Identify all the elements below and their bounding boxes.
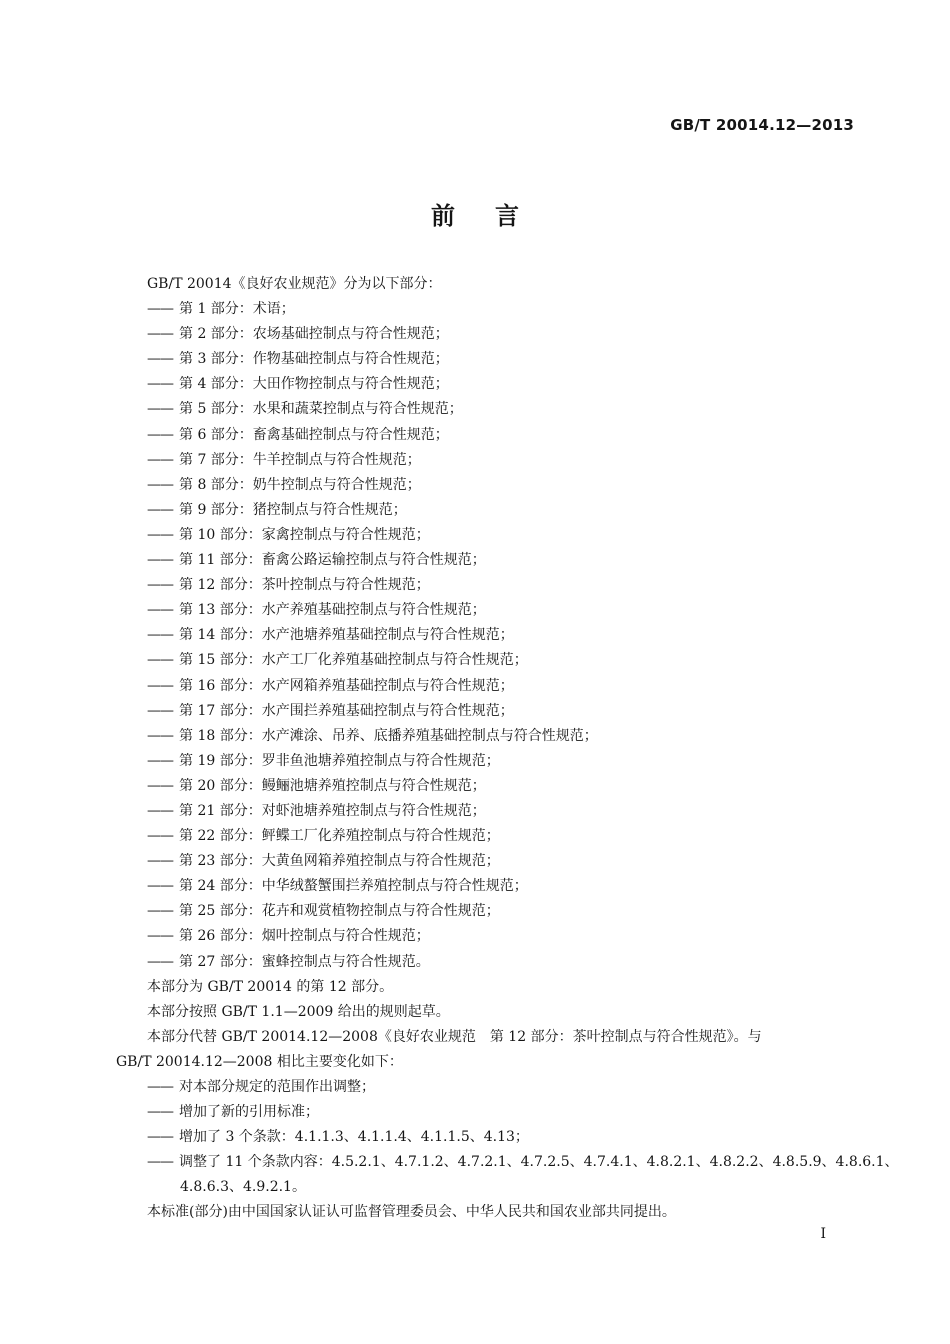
- part-item: [116, 674, 856, 699]
- dash-marker: ——: [147, 577, 173, 594]
- drafted-paragraph: 本部分按照 GB/T 1.1—2009 给出的规则起草。: [147, 1003, 450, 1020]
- part-item: [116, 648, 856, 673]
- part-item-text: 第 1 部分：术语；: [179, 301, 295, 318]
- part-item: [116, 573, 856, 598]
- part-item: [116, 724, 856, 749]
- dash-marker: ——: [147, 928, 173, 945]
- part-item-text: 第 6 部分：畜禽基础控制点与符合性规范；: [179, 426, 449, 443]
- dash-marker: ——: [147, 426, 173, 443]
- dash-marker: ——: [147, 752, 173, 769]
- part-item-text: 第 4 部分：大田作物控制点与符合性规范；: [179, 376, 449, 393]
- part-item: [116, 397, 856, 422]
- part-item: [116, 297, 856, 322]
- dash-marker: ——: [147, 1129, 173, 1146]
- part-item: [116, 774, 856, 799]
- dash-marker: ——: [147, 476, 173, 493]
- part-item-text: 第 2 部分：农场基础控制点与符合性规范；: [179, 326, 449, 343]
- dash-marker: ——: [147, 1154, 173, 1171]
- part-item-text: 第 13 部分：水产养殖基础控制点与符合性规范；: [179, 602, 486, 619]
- part-item: [116, 749, 856, 774]
- part-item-text: 第 12 部分：茶叶控制点与符合性规范；: [179, 577, 430, 594]
- change-item: [116, 1075, 856, 1100]
- changes-continuation: 4.8.6.3、4.9.2.1。: [180, 1179, 306, 1196]
- part-item-text: 第 14 部分：水产池塘养殖基础控制点与符合性规范；: [179, 627, 514, 644]
- part-item: [116, 874, 856, 899]
- dash-marker: ——: [147, 652, 173, 669]
- dash-marker: ——: [147, 501, 173, 518]
- dash-marker: ——: [147, 802, 173, 819]
- part-item: [116, 322, 856, 347]
- part-item: [116, 849, 856, 874]
- change-item-text: 调整了 11 个条款内容：4.5.2.1、4.7.1.2、4.7.2.1、4.7.2.5、4.7.4.1、4.8.2.1、4.8.2.2、4.8.5.9、4.8.6.1、: [179, 1154, 899, 1171]
- standard-code: GB/T 20014.12—2013: [670, 116, 854, 134]
- part-item: [116, 799, 856, 824]
- page-number: I: [820, 1226, 826, 1242]
- change-item-text: 对本部分规定的范围作出调整；: [179, 1079, 375, 1095]
- part-item-text: 第 17 部分：水产围拦养殖基础控制点与符合性规范；: [179, 702, 514, 719]
- intro-paragraph: GB/T 20014《良好农业规范》分为以下部分：: [147, 276, 442, 292]
- foreword-body: [116, 272, 899, 1226]
- part-item-text: 第 10 部分：家禽控制点与符合性规范；: [179, 526, 430, 543]
- part-item: [116, 548, 856, 573]
- dash-marker: ——: [147, 376, 173, 393]
- part-item-text: 第 24 部分：中华绒螯蟹围拦养殖控制点与符合性规范；: [179, 878, 528, 895]
- replaces-paragraph-line2: GB/T 20014.12—2008 相比主要变化如下：: [116, 1053, 403, 1070]
- part-item-text: 第 5 部分：水果和蔬菜控制点与符合性规范；: [179, 401, 463, 418]
- part-item: [116, 623, 856, 648]
- part-item: [116, 473, 856, 498]
- part-item-text: 第 7 部分：牛羊控制点与符合性规范；: [179, 451, 421, 468]
- dash-marker: ——: [147, 1104, 173, 1121]
- part-item-text: 第 20 部分：鳗鲡池塘养殖控制点与符合性规范；: [179, 777, 486, 794]
- dash-marker: ——: [147, 526, 173, 543]
- dash-marker: ——: [147, 301, 173, 318]
- dash-marker: ——: [147, 727, 173, 744]
- part-item-text: 第 9 部分：猪控制点与符合性规范；: [179, 501, 407, 518]
- dash-marker: ——: [147, 326, 173, 343]
- part-item: [116, 699, 856, 724]
- part-item: [116, 950, 856, 975]
- part-of-paragraph: 本部分为 GB/T 20014 的第 12 部分。: [147, 978, 394, 995]
- dash-marker: ——: [147, 602, 173, 619]
- part-item: [116, 423, 856, 448]
- dash-marker: ——: [147, 903, 173, 920]
- part-item-text: 第 23 部分：大黄鱼网箱养殖控制点与符合性规范；: [179, 853, 500, 870]
- part-item-text: 第 11 部分：畜禽公路运输控制点与符合性规范；: [179, 552, 486, 569]
- change-item: [116, 1125, 856, 1150]
- dash-marker: ——: [147, 351, 173, 368]
- part-item-text: 第 21 部分：对虾池塘养殖控制点与符合性规范；: [179, 802, 486, 819]
- part-item-text: 第 8 部分：奶牛控制点与符合性规范；: [179, 476, 421, 493]
- page-title: 前言: [431, 202, 559, 230]
- part-item-text: 第 19 部分：罗非鱼池塘养殖控制点与符合性规范；: [179, 752, 500, 769]
- part-item: [116, 899, 856, 924]
- replaces-paragraph-line1: 本部分代替 GB/T 20014.12—2008《良好农业规范 第 12 部分：茶叶控制点与符合性规范》。与: [147, 1028, 762, 1045]
- dash-marker: ——: [147, 953, 173, 970]
- part-item: [116, 347, 856, 372]
- dash-marker: ——: [147, 853, 173, 870]
- part-item-text: 第 15 部分：水产工厂化养殖基础控制点与符合性规范；: [179, 652, 528, 669]
- changes-list: [116, 1075, 899, 1175]
- part-item: [116, 523, 856, 548]
- part-item-text: 第 27 部分：蜜蜂控制点与符合性规范。: [179, 953, 430, 970]
- part-item: [116, 448, 856, 473]
- part-item-text: 第 3 部分：作物基础控制点与符合性规范；: [179, 351, 449, 368]
- change-item-text: 增加了 3 个条款：4.1.1.3、4.1.1.4、4.1.1.5、4.13；: [179, 1129, 529, 1146]
- part-item-text: 第 16 部分：水产网箱养殖基础控制点与符合性规范；: [179, 677, 514, 694]
- dash-marker: ——: [147, 677, 173, 694]
- change-item: [116, 1150, 899, 1175]
- part-item: [116, 824, 856, 849]
- change-item: [116, 1100, 856, 1125]
- dash-marker: ——: [147, 627, 173, 644]
- dash-marker: ——: [147, 777, 173, 794]
- dash-marker: ——: [147, 552, 173, 569]
- dash-marker: ——: [147, 1079, 173, 1095]
- part-item-text: 第 22 部分：鲆鲽工厂化养殖控制点与符合性规范；: [179, 828, 500, 845]
- part-item-text: 第 26 部分：烟叶控制点与符合性规范；: [179, 928, 430, 945]
- part-item: [116, 372, 856, 397]
- dash-marker: ——: [147, 828, 173, 845]
- part-item: [116, 598, 856, 623]
- part-item: [116, 924, 856, 949]
- part-item-text: 第 25 部分：花卉和观赏植物控制点与符合性规范；: [179, 903, 500, 920]
- parts-list: [116, 297, 856, 975]
- dash-marker: ——: [147, 401, 173, 418]
- change-item-text: 增加了新的引用标准；: [179, 1104, 319, 1121]
- dash-marker: ——: [147, 702, 173, 719]
- dash-marker: ——: [147, 451, 173, 468]
- part-item: [116, 498, 856, 523]
- proposed-paragraph: 本标准(部分)由中国国家认证认可监督管理委员会、中华人民共和国农业部共同提出。: [147, 1204, 676, 1221]
- part-item-text: 第 18 部分：水产滩涂、吊养、底播养殖基础控制点与符合性规范；: [179, 727, 598, 744]
- dash-marker: ——: [147, 878, 173, 895]
